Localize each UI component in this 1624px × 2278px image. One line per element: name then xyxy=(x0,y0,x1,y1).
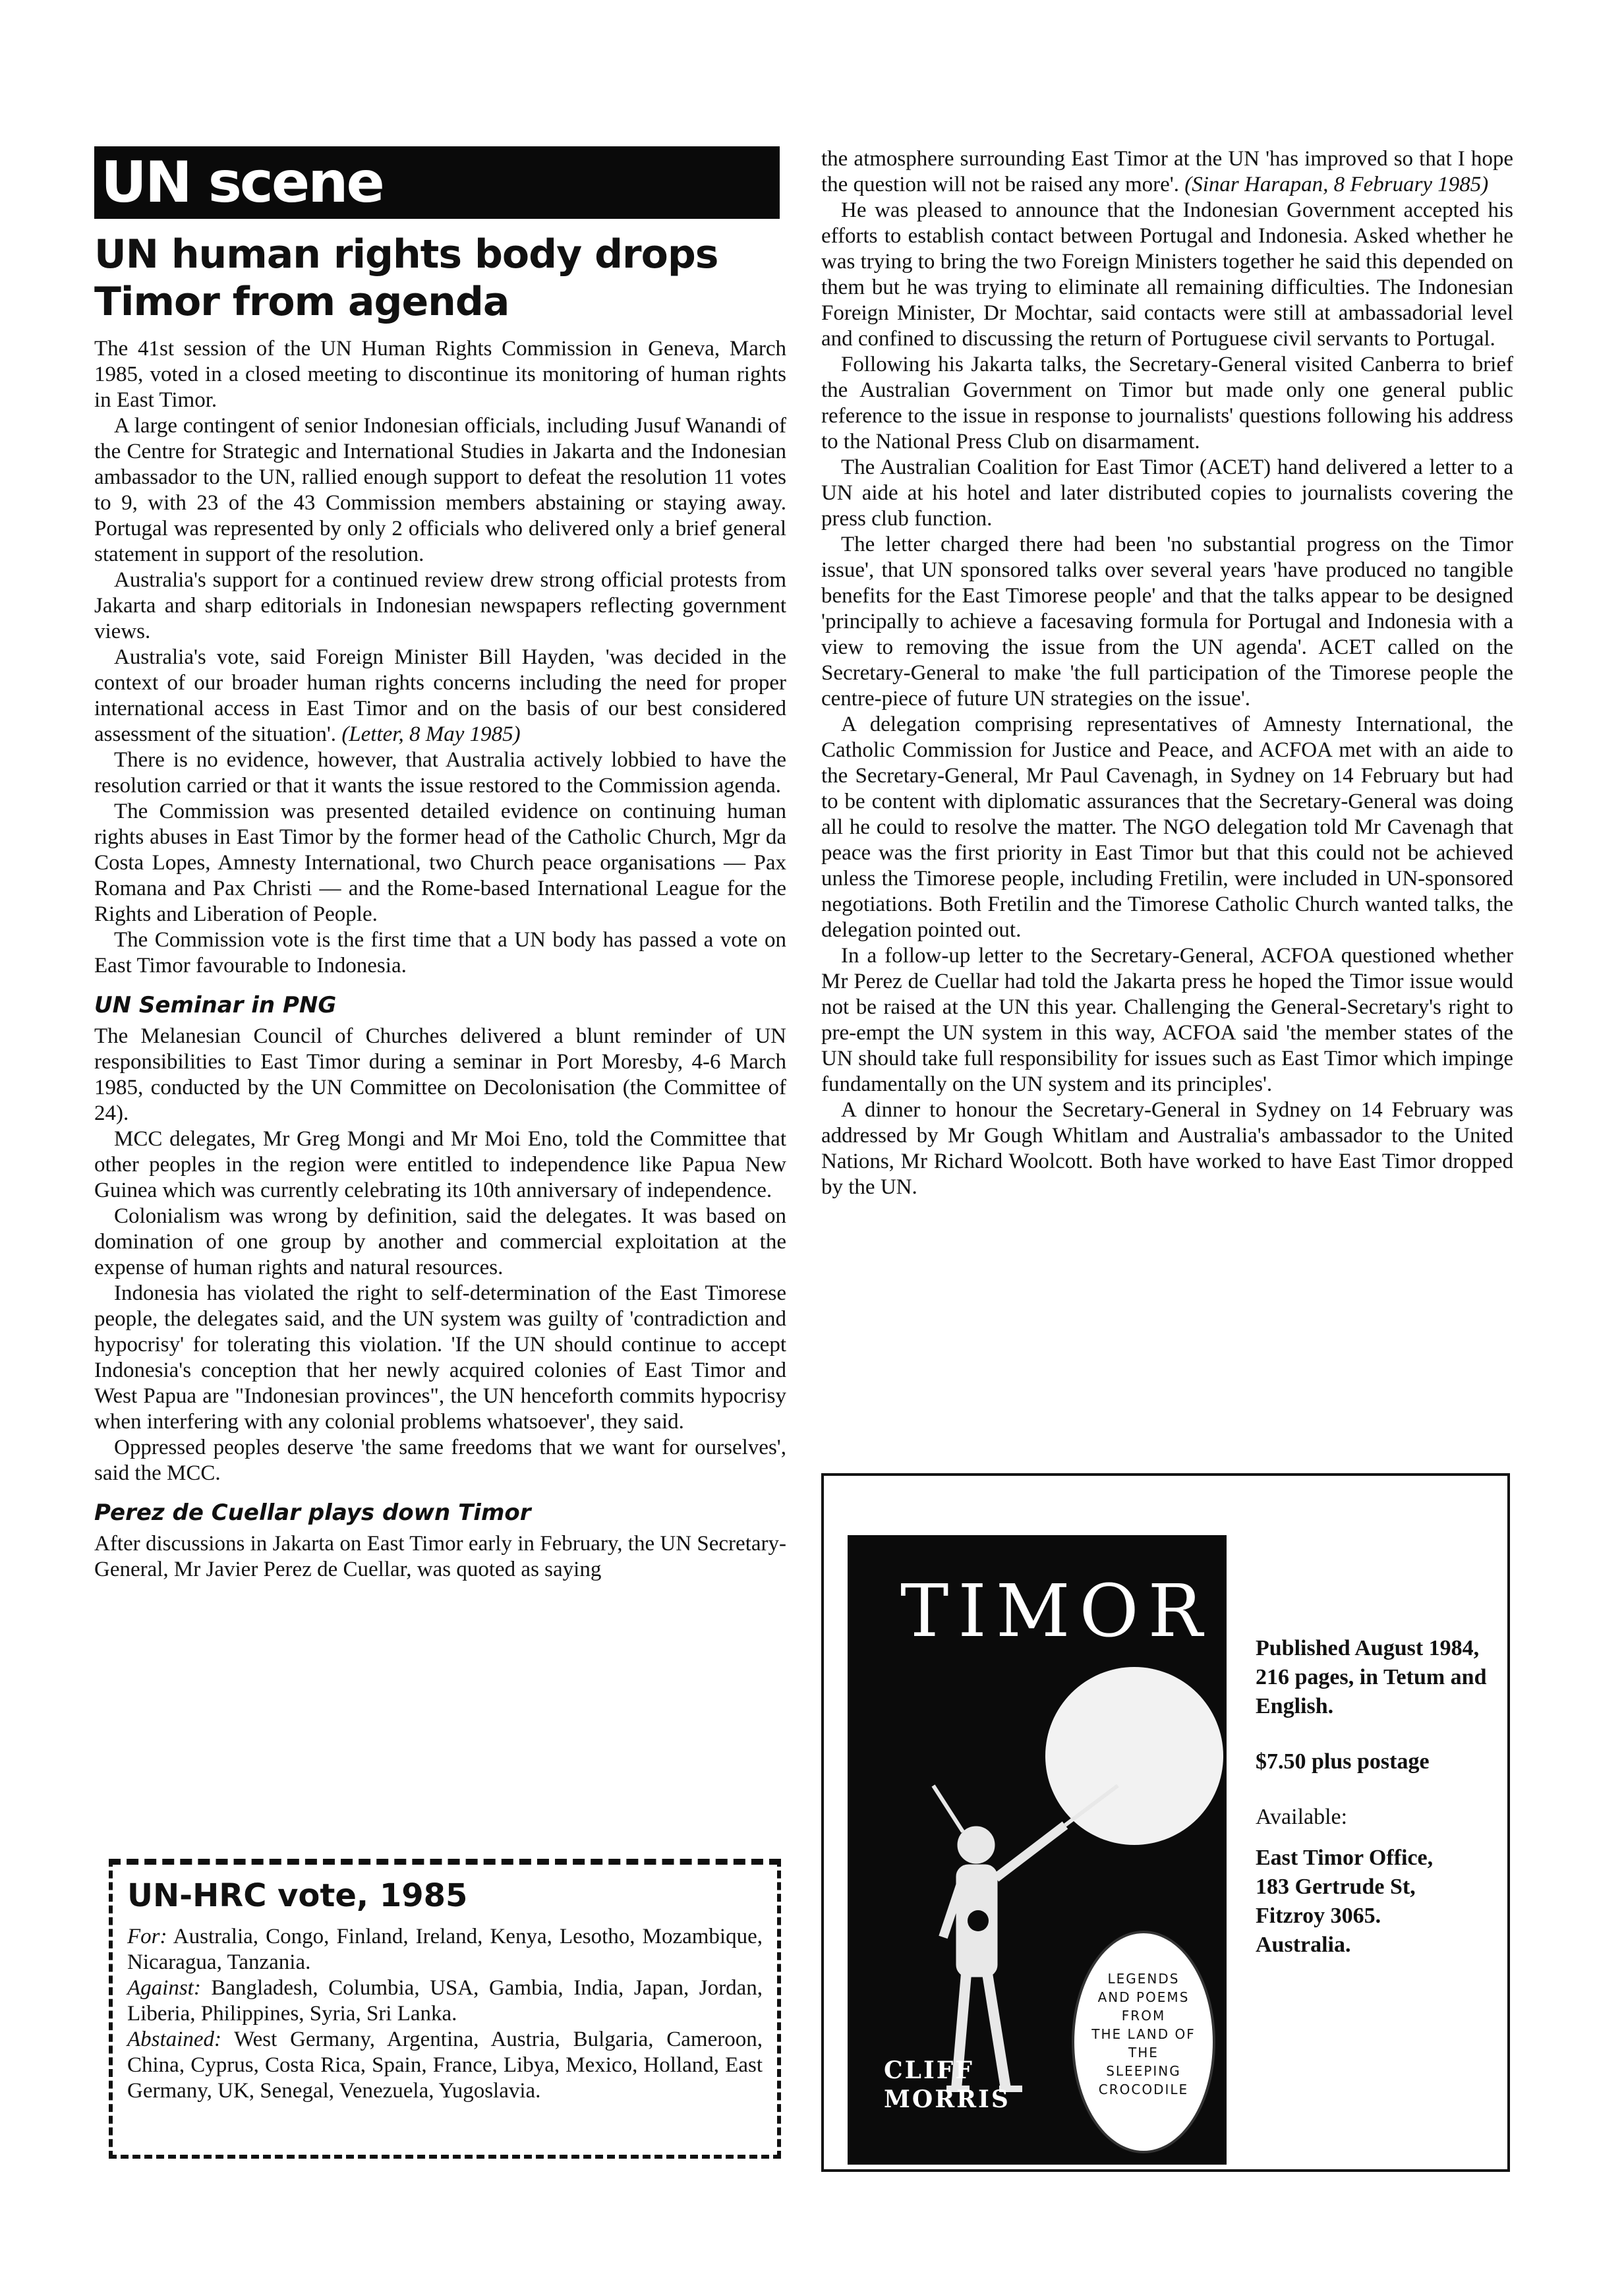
stamp-line: SLEEPING xyxy=(1106,2063,1181,2079)
paragraph-text: Australia's vote, said Foreign Minister Bill Hayden, 'was decided in the context of our broader human rights concerns including the need for proper international access in East Timor and on the basis of our best considered assessment of the situation'. xyxy=(94,645,786,746)
section-banner: UN scene xyxy=(94,146,780,219)
address-line: 183 Gertrude St, xyxy=(1256,1875,1416,1899)
available-label: Available: xyxy=(1256,1805,1348,1829)
address-line: Australia. xyxy=(1256,1933,1351,1957)
address-line: Fitzroy 3065. xyxy=(1256,1904,1381,1928)
vote-against xyxy=(127,1975,763,2027)
left-column xyxy=(94,146,786,1583)
paragraph: He was pleased to announce that the Indonesian Government accepted his efforts to establish contact between Portugal and Indonesia. Asked whether he was trying to bring the two Foreign Ministers together he said this depended on them but he was trying to eliminate all remaining difficulties. The Indonesian Foreign Minister, Dr Mochtar, said contacts were still at ambassadorial level and confined to discussing the return of Portuguese civil servants to Portugal. xyxy=(821,198,1513,351)
paragraph: There is no evidence, however, that Australia actively lobbied to have the resolution carried or that it wants the issue restored to the Commission agenda. xyxy=(94,748,786,798)
advert-text xyxy=(1256,1634,1499,1960)
paragraph: Following his Jakarta talks, the Secretary-General visited Canberra to brief the Australian Government on Timor but made only one general public reference to the issue in response to journalists' questions following his address to the National Press Club on disarmament. xyxy=(821,353,1513,453)
paragraph: MCC delegates, Mr Greg Mongi and Mr Moi Eno, told the Committee that other peoples in the region were entitled to independence like Papua New Guinea which was currently celebrating its 10th anniversary of independence. xyxy=(94,1127,786,1202)
subheading-png: UN Seminar in PNG xyxy=(94,992,337,1018)
vote-abstained-label: Abstained: xyxy=(127,2028,221,2051)
subtitle-stamp xyxy=(1072,1931,1215,2153)
vote-against-label: Against: xyxy=(127,1976,201,2000)
stamp-line: LEGENDS xyxy=(1107,1971,1180,1987)
paragraph: A dinner to honour the Secretary-General in Sydney on 14 February was addressed by Mr Gough Whitlam and Australia's ambassador to the United Nations, Mr Richard Woolcott. Both have worked to have East Timor dropped by the UN. xyxy=(821,1098,1513,1199)
stamp-line: FROM xyxy=(1121,2008,1166,2024)
subheading-perez: Perez de Cuellar plays down Timor xyxy=(94,1500,531,1526)
right-column xyxy=(821,146,1513,1200)
article-headline: UN human rights body drops Timor from agenda xyxy=(94,231,718,325)
book-advert xyxy=(821,1473,1510,2172)
paragraph: Indonesia has violated the right to self-determination of the East Timorese people, the delegates said, and the UN system was guilty of 'contradiction and hypocrisy' for tolerating this violation. 'If the UN should continue to accept Indonesia's conception that her newly acquired colonies of East Timor and West Papua are "Indonesian provinces", the UN henceforth commits hypocrisy when interfering with any colonial problems whatsoever', they said. xyxy=(94,1281,786,1434)
vote-box xyxy=(109,1859,781,2159)
paragraph: The Australian Coalition for East Timor (ACET) hand delivered a letter to a UN aide at his hotel and later distributed copies to journalists covering the press club function. xyxy=(821,455,1513,531)
paragraph: Oppressed peoples deserve 'the same freedoms that we want for ourselves', said the MCC. xyxy=(94,1436,786,1485)
address-line: East Timor Office, xyxy=(1256,1846,1434,1870)
paragraph: The letter charged there had been 'no substantial progress on the Timor issue', that UN sponsored talks over several years 'have produced no tangible benefits for the East Timorese people' and that the talks appear to be designed 'principally to achieve a facesaving formula for Portugal and Indonesia with a view to removing the issue from the UN agenda'. ACET called on the Secretary-General to make 'the full participation of the Timorese people the centre-piece of future UN strategies on the issue'. xyxy=(821,533,1513,711)
author-last: MORRIS xyxy=(884,2086,1010,2113)
citation: (Sinar Harapan, 8 February 1985) xyxy=(1184,173,1489,196)
vote-abstained xyxy=(127,2027,763,2104)
paragraph xyxy=(94,645,786,747)
book-author xyxy=(884,2056,1010,2114)
book-title: TIMOR xyxy=(900,1569,1212,1653)
paragraph: The Commission vote is the first time that a UN body has passed a vote on East Timor favourable to Indonesia. xyxy=(94,928,786,978)
price: $7.50 plus postage xyxy=(1256,1749,1430,1774)
vote-against-list: Bangladesh, Columbia, USA, Gambia, India, Japan, Jordan, Liberia, Philippines, Syria, Sri Lanka. xyxy=(127,1976,763,2026)
stamp-text xyxy=(1074,1970,1213,2099)
stamp-line: AND POEMS xyxy=(1097,1989,1190,2005)
paragraph: After discussions in Jakarta on East Timor early in February, the UN Secretary-General, Mr Javier Perez de Cuellar, was quoted as saying xyxy=(94,1532,786,1581)
stamp-line: THE xyxy=(1128,2045,1159,2060)
citation: (Letter, 8 May 1985) xyxy=(341,722,521,746)
paragraph xyxy=(821,146,1513,198)
vote-for xyxy=(127,1924,763,1975)
paragraph: The Commission was presented detailed evidence on continuing human rights abuses in East Timor by the former head of the Catholic Church, Mgr da Costa Lopes, Amnesty International, two Church peace organisations — Pax Romana and Pax Christi — and the Rome-based International League for the Rights and Liberation of People. xyxy=(94,800,786,926)
paragraph: A large contingent of senior Indonesian officials, including Jusuf Wanandi of the Centre for Strategic and International Studies in Jakarta and the Indonesian ambassador to the UN, rallied enough support to defeat the resolution 11 votes to 9, with 23 of the 43 Commission members abstaining or staying away. Portugal was represented by only 2 officials who delivered only a brief general statement in support of the resolution. xyxy=(94,414,786,566)
book-cover xyxy=(848,1535,1227,2165)
paragraph: The 41st session of the UN Human Rights Commission in Geneva, March 1985, voted in a closed meeting to discontinue its monitoring of human rights in East Timor. xyxy=(94,337,786,412)
stamp-line: CROCODILE xyxy=(1098,2082,1189,2097)
vote-for-list: Australia, Congo, Finland, Ireland, Kenya, Lesotho, Mozambique, Nicaragua, Tanzania. xyxy=(127,1925,763,1974)
publication-info: Published August 1984, 216 pages, in Tetum and English. xyxy=(1256,1636,1487,1718)
stamp-line: THE LAND OF xyxy=(1091,2026,1196,2042)
address xyxy=(1256,1844,1499,1960)
vote-box-title: UN-HRC vote, 1985 xyxy=(127,1877,468,1914)
paragraph: Colonialism was wrong by definition, said the delegates. It was based on domination of one group by another and commercial exploitation at the expense of human rights and natural resources. xyxy=(94,1204,786,1279)
vote-for-label: For: xyxy=(127,1925,167,1948)
paragraph: In a follow-up letter to the Secretary-General, ACFOA questioned whether Mr Perez de Cuellar had told the Jakarta press he hoped the Timor issue would not be raised at the UN this year. Challenging the General-Secretary's right to pre-empt the UN system in this way, ACFOA said 'the member states of the UN should take full responsibility for issues such as East Timor which impinge fundamentally on the UN system and its principles'. xyxy=(821,944,1513,1096)
author-first: CLIFF xyxy=(884,2057,974,2084)
paragraph: Australia's support for a continued review drew strong official protests from Jakarta and sharp editorials in Indonesian newspapers reflecting government views. xyxy=(94,568,786,643)
vote-abstained-list: West Germany, Argentina, Austria, Bulgaria, Cameroon, China, Cyprus, Costa Rica, Spain, France, Libya, Mexico, Holland, East Germany, UK, Senegal, Venezuela, Yugoslavia. xyxy=(127,2028,763,2103)
paragraph: A delegation comprising representatives of Amnesty International, the Catholic Commission for Justice and Peace, and ACFOA met with an aide to the Secretary-General, Mr Paul Cavenagh, in Sydney on 14 February but had to be content with diplomatic assurances that the Secretary-General was doing all he could to resolve the matter. The NGO delegation told Mr Cavenagh that peace was the first priority in East Timor but that this could not be achieved unless the Timorese people, including Fretilin, were included in UN-sponsored negotiations. Both Fretilin and the Timorese Catholic Church wanted talks, the delegation pointed out. xyxy=(821,713,1513,942)
paragraph: The Melanesian Council of Churches delivered a blunt reminder of UN responsibilities to East Timor during a seminar in Port Moresby, 4-6 March 1985, conducted by the UN Committee on Decolonisation (the Committee of 24). xyxy=(94,1024,786,1125)
paragraph-text: the atmosphere surrounding East Timor at the UN 'has improved so that I hope the question will not be raised any more'. xyxy=(821,147,1513,196)
